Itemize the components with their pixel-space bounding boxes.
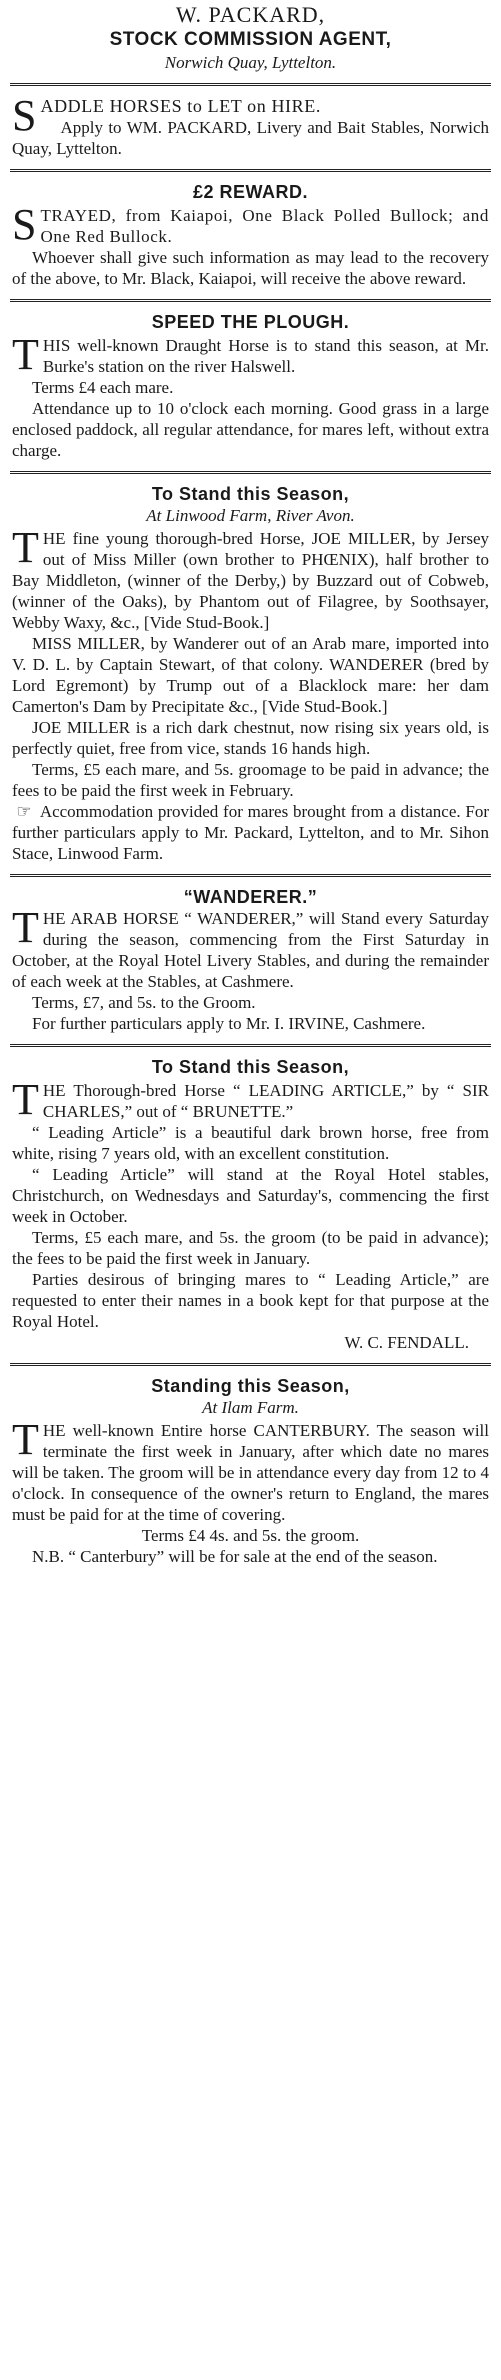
- ad3-drop-cap: S: [12, 200, 37, 249]
- ad2-line2: Apply to WM. PACKARD, Livery and Bait Stables, Norwich Quay, Lyttelton.: [12, 118, 489, 158]
- ad7-p1: HE Thorough-bred Horse “ LEADING ARTICLE,” by “ SIR CHARLES,” out of “ BRUNETTE.”: [42, 1081, 489, 1121]
- ad3-p2: Whoever shall give such information as may lead to the recovery of the above, to Mr. Black, Kaiapoi, will receive the above reward.: [12, 248, 489, 288]
- ad4-heading: SPEED THE PLOUGH.: [151, 312, 350, 332]
- divider-6: [10, 1044, 491, 1047]
- ad7-p4: Terms, £5 each mare, and 5s. the groom (to be paid in advance); the fees to be paid the first week in January.: [12, 1228, 489, 1268]
- ad6-heading: “WANDERER.”: [183, 887, 318, 907]
- ad4-p2: Terms £4 each mare.: [32, 378, 174, 397]
- divider-1: [10, 83, 491, 86]
- ad6-p1: HE ARAB HORSE “ WANDERER,” will Stand every Saturday during the season, commencing from the First Saturday in October, at the Royal Hotel Livery Stables, and during the remainder of each week at the Stables, at Cashmere.: [12, 909, 489, 991]
- ad5-heading: To Stand this Season,: [151, 484, 350, 504]
- ad7-drop-cap: T: [12, 1075, 39, 1124]
- ad4-p3: Attendance up to 10 o'clock each morning. Good grass in a large enclosed paddock, all regular attendance, for mares left, without extra charge.: [12, 399, 489, 460]
- ad4-p1: HIS well-known Draught Horse is to stand this season, at Mr. Burke's station on the river Halswell.: [42, 336, 489, 376]
- ad6-drop-cap: T: [12, 903, 39, 952]
- ad5-location: At Linwood Farm, River Avon.: [146, 506, 355, 525]
- ad7-heading: To Stand this Season,: [151, 1057, 350, 1077]
- ad8-drop-cap: T: [12, 1415, 39, 1464]
- ad-wanderer: [8, 887, 493, 1034]
- ad4-drop-cap: T: [12, 330, 39, 379]
- divider-7: [10, 1363, 491, 1366]
- ad8-heading: Standing this Season,: [151, 1376, 350, 1396]
- ad1-address: Norwich Quay, Lyttelton.: [164, 53, 337, 72]
- ad7-p5: Parties desirous of bringing mares to “ Leading Article,” are requested to enter their names in a book kept for that purpose at the Royal Hotel.: [12, 1270, 489, 1331]
- ad5-p3: JOE MILLER is a rich dark chestnut, now rising six years old, is perfectly quiet, free from vice, stands 16 hands high.: [12, 718, 489, 758]
- divider-5: [10, 874, 491, 877]
- ad7-p2: “ Leading Article” is a beautiful dark brown horse, free from white, rising 7 years old, with an excellent constitution.: [12, 1123, 489, 1163]
- ad-canterbury: [8, 1376, 493, 1567]
- ad-leading-article: [8, 1057, 493, 1353]
- divider-2: [10, 169, 491, 172]
- divider-4: [10, 471, 491, 474]
- ad5-drop-cap: T: [12, 523, 39, 572]
- ad-saddle-horses: [8, 91, 493, 159]
- ad1-subtitle: STOCK COMMISSION AGENT,: [109, 29, 392, 50]
- ad2-drop-cap: S: [12, 91, 37, 140]
- ad8-location: At Ilam Farm.: [202, 1398, 299, 1417]
- advertisement-column: [8, 0, 493, 1567]
- ad7-signature: W. C. FENDALL.: [344, 1333, 469, 1352]
- ad-reward: [8, 182, 493, 289]
- pointing-hand-icon: ☞: [16, 802, 32, 821]
- ad5-p2: MISS MILLER, by Wanderer out of an Arab mare, imported into V. D. L. by Captain Stewart, of that colony. WANDERER (bred by Lord Egremont) by Trump out of a Blacklock mare: her dam Camerton's Dam by Precipitate &c., [Vide Stud-Book.]: [12, 634, 489, 716]
- ad8-p1: HE well-known Entire horse CANTERBURY. The season will terminate the first week in January, after which date no mares will be taken. The groom will be in attendance every day from 12 to 4 o'clock. In consequence of the owner's return to England, the mares must be paid for at the time of covering.: [12, 1421, 489, 1524]
- ad6-p3: For further particulars apply to Mr. I. IRVINE, Cashmere.: [32, 1014, 426, 1033]
- ad5-p5: Accommodation provided for mares brought from a distance. For further particulars apply to Mr. Packard, Lyttelton, and to Mr. Sihon Stace, Linwood Farm.: [12, 802, 489, 863]
- ad5-p4: Terms, £5 each mare, and 5s. groomage to be paid in advance; the fees to be paid the first week in February.: [12, 760, 489, 800]
- ad-speed-the-plough: [8, 312, 493, 461]
- ad-joe-miller: [8, 484, 493, 864]
- divider-3: [10, 299, 491, 302]
- ad3-p1: TRAYED, from Kaiapoi, One Black Polled Bullock; and One Red Bullock.: [40, 206, 489, 246]
- ad3-heading: £2 REWARD.: [192, 182, 309, 202]
- ad6-p2: Terms, £7, and 5s. to the Groom.: [32, 993, 256, 1012]
- ad8-p3: N.B. “ Canterbury” will be for sale at the end of the season.: [32, 1547, 438, 1566]
- ad1-title: W. PACKARD,: [175, 2, 326, 27]
- ad8-p2: Terms £4 4s. and 5s. the groom.: [141, 1526, 360, 1545]
- ad5-p1: HE fine young thorough-bred Horse, JOE MILLER, by Jersey out of Miss Miller (own brother to PHŒNIX), half brother to Bay Middleton, (winner of the Derby,) by Buzzard out of Cobweb, (winner of the Oaks), by Phantom out of Filagree, by Soothsayer, Webby Waxy, &c., [Vide Stud-Book.]: [12, 529, 489, 632]
- ad-packard-agent: [8, 0, 493, 73]
- ad7-p3: “ Leading Article” will stand at the Royal Hotel stables, Christchurch, on Wednesdays and Saturday's, commencing the first week in October.: [12, 1165, 489, 1226]
- ad5-p5-wrap: [12, 801, 489, 864]
- ad2-line1: ADDLE HORSES to LET on HIRE.: [40, 96, 321, 116]
